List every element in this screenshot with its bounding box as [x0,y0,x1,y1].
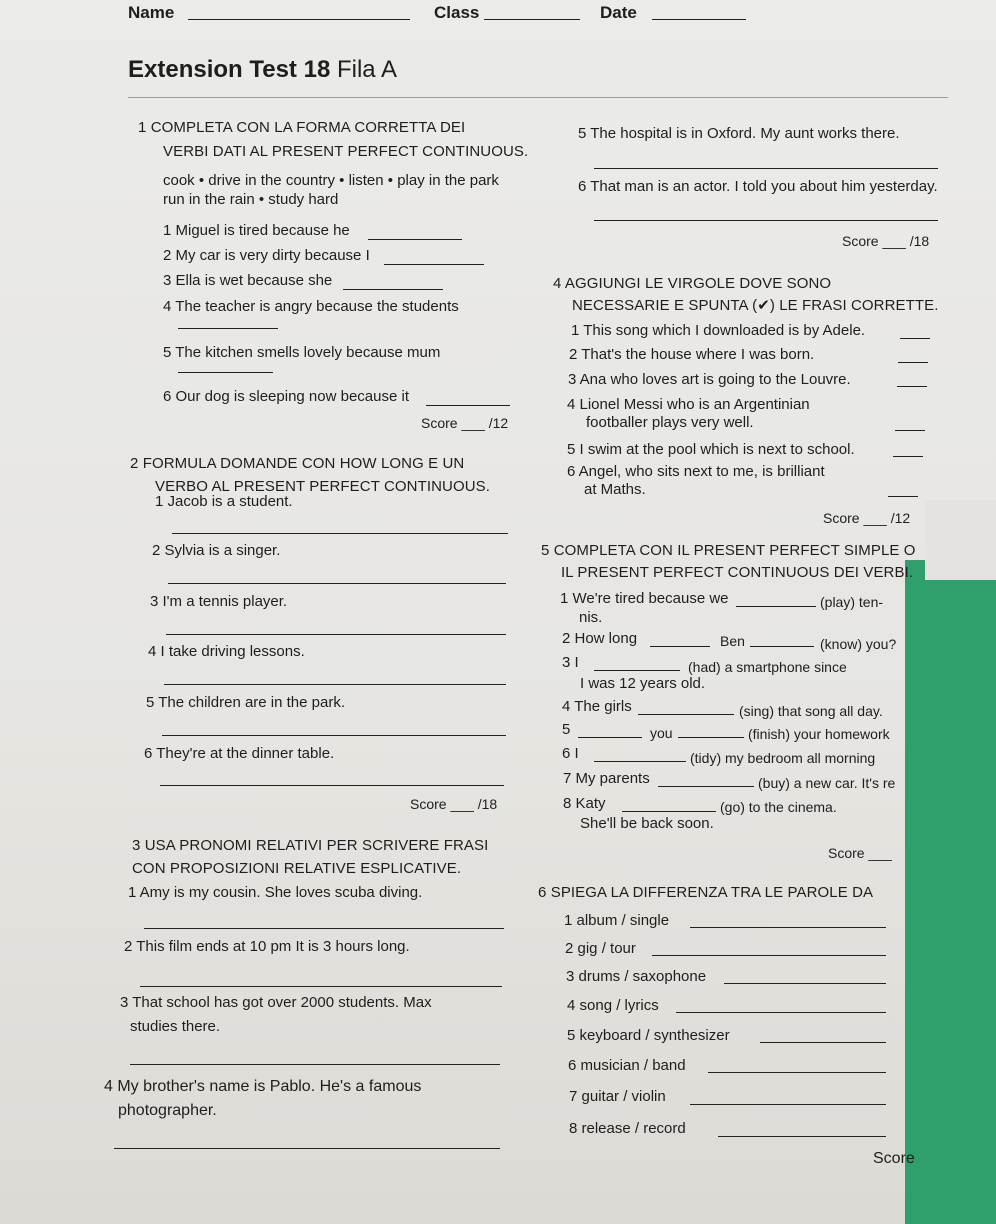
ex5-item-7-verb: (buy) a new car. It's re [758,775,896,791]
ex2-answer-5[interactable] [162,735,506,736]
ex6-answer-2[interactable] [652,955,886,956]
ex5-item-3-cont: I was 12 years old. [580,675,706,692]
ex1-item-1: 1 Miguel is tired because he [163,222,350,239]
ex6-item-5: 5 keyboard / synthesizer [567,1027,730,1044]
green-background-surface [905,560,996,1224]
ex4-tick-6[interactable] [888,496,918,497]
ex1-score: Score ___ /12 [421,415,509,431]
ex6-item-3: 3 drums / saxophone [566,968,707,985]
ex6-answer-8[interactable] [718,1136,886,1137]
ex2-item-3: 3 I'm a tennis player. [150,593,288,610]
ex3-item-6: 6 That man is an actor. I told you about him yesterday. [578,178,938,195]
ex4-score: Score ___ /12 [823,510,911,526]
ex4-heading-line2: NECESSARIE E SPUNTA (✔) LE FRASI CORRETTE. [572,297,939,314]
ex5-heading-line1: 5 COMPLETA CON IL PRESENT PERFECT SIMPLE O [541,542,916,559]
ex2-answer-6[interactable] [160,785,504,786]
ex5-item-8-verb: (go) to the cinema. [720,799,837,815]
ex3-item-4: 4 My brother's name is Pablo. He's a famous [104,1078,422,1095]
ex6-item-8: 8 release / record [569,1120,686,1137]
ex1-answer-6[interactable] [426,405,510,406]
ex5-item-6-verb: (tidy) my bedroom all morning [690,750,876,766]
ex3-heading-line2: CON PROPOSIZIONI RELATIVE ESPLICATIVE. [132,860,462,877]
ex6-answer-1[interactable] [690,927,886,928]
ex1-item-4: 4 The teacher is angry because the students [163,298,459,315]
ex5-answer-7[interactable] [658,786,754,787]
ex4-tick-3[interactable] [897,386,927,387]
ex3-item-5: 5 The hospital is in Oxford. My aunt works there. [578,125,900,142]
ex5-item-3-verb: (had) a smartphone since [688,659,847,675]
ex2-answer-4[interactable] [164,684,506,685]
ex5-answer-2a[interactable] [650,646,710,647]
ex1-answer-3[interactable] [343,289,443,290]
ex2-answer-1[interactable] [172,533,508,534]
name-field[interactable] [188,19,410,20]
ex6-score: Score [873,1150,915,1167]
ex4-item-1: 1 This song which I downloaded is by Adele. [571,322,866,339]
ex3-answer-3[interactable] [130,1064,500,1065]
ex1-answer-1[interactable] [368,239,462,240]
ex4-item-2: 2 That's the house where I was born. [569,346,815,363]
ex1-word-bank-line2: run in the rain • study hard [163,191,339,208]
date-field[interactable] [652,19,746,20]
ex2-item-2: 2 Sylvia is a singer. [152,542,281,559]
ex5-item-4: 4 The girls [562,698,632,715]
ex5-item-5-verb: (finish) your homework [748,726,890,742]
ex3-item-2: 2 This film ends at 10 pm It is 3 hours long. [124,938,410,955]
ex5-item-8-cont: She'll be back soon. [580,815,714,832]
ex4-tick-2[interactable] [898,362,928,363]
ex5-item-7: 7 My parents [563,770,650,787]
ex4-item-6-cont: at Maths. [584,481,646,498]
name-label: Name [128,3,175,22]
ex5-item-5-subject: you [650,725,673,741]
ex6-item-1: 1 album / single [564,912,670,929]
ex4-tick-5[interactable] [893,456,923,457]
class-field[interactable] [484,19,580,20]
ex5-answer-3[interactable] [594,670,680,671]
ex4-item-5: 5 I swim at the pool which is next to school. [567,441,855,458]
ex5-item-6: 6 I [562,745,579,762]
ex6-item-4: 4 song / lyrics [567,997,659,1014]
ex4-item-3: 3 Ana who loves art is going to the Louvre. [568,371,851,388]
ex3-answer-2[interactable] [140,986,502,987]
ex4-tick-1[interactable] [900,338,930,339]
ex4-item-4-cont: footballer plays very well. [586,414,754,431]
ex1-word-bank-line1: cook • drive in the country • listen • play in the park [163,172,499,189]
ex1-item-6: 6 Our dog is sleeping now because it [163,388,409,405]
ex5-answer-5b[interactable] [678,737,744,738]
ex5-item-2-subject: Ben [720,633,745,649]
ex2-score: Score ___ /18 [410,796,498,812]
ex4-item-4: 4 Lionel Messi who is an Argentinian [567,396,810,413]
ex3-answer-1[interactable] [144,928,504,929]
ex3-heading-line1: 3 USA PRONOMI RELATIVI PER SCRIVERE FRASI [132,837,489,854]
ex2-item-6: 6 They're at the dinner table. [144,745,335,762]
ex2-heading-line1: 2 FORMULA DOMANDE CON HOW LONG E UN [130,455,465,472]
ex1-item-5: 5 The kitchen smells lovely because mum [163,344,441,361]
ex5-item-8: 8 Katy [563,795,606,812]
ex6-item-6: 6 musician / band [568,1057,686,1074]
ex5-item-1: 1 We're tired because we [560,590,729,607]
ex6-item-2: 2 gig / tour [565,940,636,957]
ex2-item-4: 4 I take driving lessons. [148,643,305,660]
ex4-tick-4[interactable] [895,430,925,431]
ex2-heading-line2: VERBO AL PRESENT PERFECT CONTINUOUS. [155,478,491,495]
ex2-item-5: 5 The children are in the park. [146,694,346,711]
ex6-answer-6[interactable] [708,1072,886,1073]
ex5-item-2-verb: (know) you? [820,636,897,652]
ex5-answer-4[interactable] [638,714,734,715]
ex3-item-3-cont: studies there. [130,1018,221,1035]
ex3-answer-4[interactable] [114,1148,500,1149]
ex6-answer-5[interactable] [760,1042,886,1043]
ex3-item-3: 3 That school has got over 2000 students. Max [120,994,432,1011]
ex5-item-5: 5 [562,721,571,738]
ex3-answer-6[interactable] [594,220,938,221]
ex6-answer-4[interactable] [676,1012,886,1013]
ex5-item-1-verb: (play) ten- [820,594,884,610]
ex3-score: Score ___ /18 [842,233,930,249]
ex2-item-1: 1 Jacob is a student. [155,493,293,510]
ex5-item-2: 2 How long [562,630,638,647]
ex2-answer-2[interactable] [168,583,506,584]
ex1-heading-line1: 1 COMPLETA CON LA FORMA CORRETTA DEI [138,119,466,136]
ex4-item-6: 6 Angel, who sits next to me, is brilliant [567,463,825,480]
ex5-answer-5a[interactable] [578,737,642,738]
ex1-item-3: 3 Ella is wet because she [163,272,333,289]
page-title: Extension Test 18 Fila A [128,56,397,83]
ex6-answer-3[interactable] [724,983,886,984]
ex1-answer-2[interactable] [384,264,484,265]
ex1-answer-5[interactable] [178,372,273,373]
ex5-heading-line2: IL PRESENT PERFECT CONTINUOUS DEI VERBI. [561,564,914,581]
class-label: Class [434,3,480,22]
ex5-answer-2b[interactable] [750,646,814,647]
ex6-item-7: 7 guitar / violin [569,1088,666,1105]
ex1-answer-4[interactable] [178,328,278,329]
ex5-item-4-verb: (sing) that song all day. [739,703,883,719]
ex2-answer-3[interactable] [166,634,506,635]
ex3-item-1: 1 Amy is my cousin. She loves scuba diving. [128,884,423,901]
ex1-item-2: 2 My car is very dirty because I [163,247,370,264]
ex1-heading-line2: VERBI DATI AL PRESENT PERFECT CONTINUOUS. [163,143,529,160]
ex4-heading-line1: 4 AGGIUNGI LE VIRGOLE DOVE SONO [553,275,832,292]
ex5-answer-6[interactable] [594,761,686,762]
ex3-answer-5[interactable] [594,168,938,169]
title-divider [128,97,948,98]
ex6-heading: 6 SPIEGA LA DIFFERENZA TRA LE PAROLE DA [538,884,874,901]
paper-corner [925,500,996,580]
ex5-answer-1[interactable] [736,606,816,607]
ex3-item-4-cont: photographer. [118,1102,217,1119]
ex5-score: Score ___ [828,845,892,861]
ex5-answer-8[interactable] [622,811,716,812]
ex6-answer-7[interactable] [690,1104,886,1105]
date-label: Date [600,3,637,22]
ex5-item-1-cont: nis. [579,609,603,626]
ex5-item-3: 3 I [562,654,579,671]
